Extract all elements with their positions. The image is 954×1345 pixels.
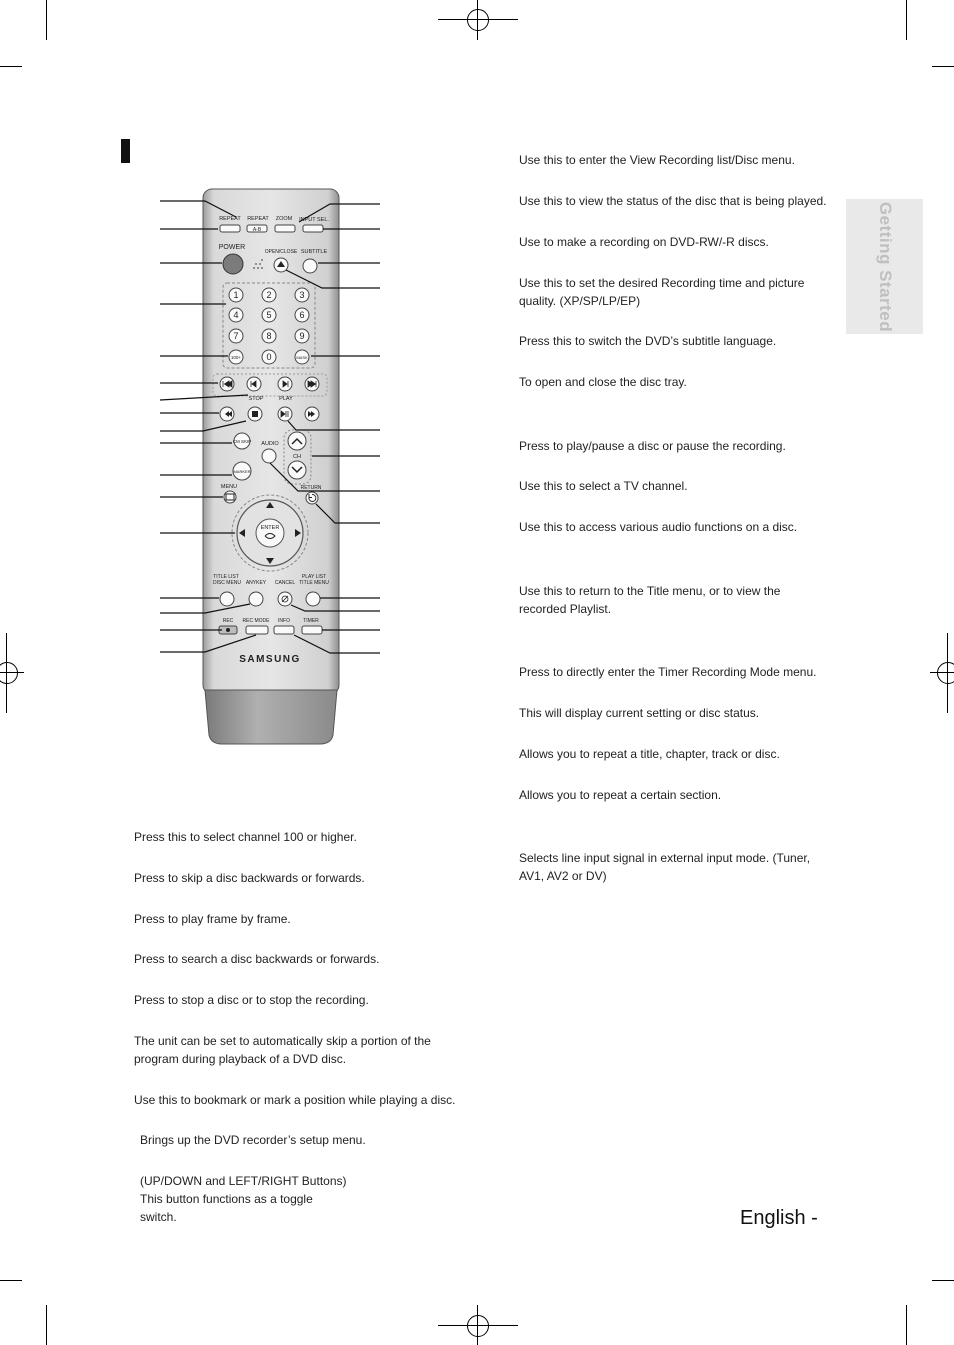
menu-label: MENU — [220, 484, 238, 490]
desc-subtitle: Press this to switch the DVD’s subtitle language. — [519, 334, 777, 348]
enter-button[interactable] — [256, 519, 284, 547]
digit-1-label: 1 — [233, 290, 239, 300]
marker-label: MARKER — [233, 469, 251, 474]
title-list-button[interactable] — [220, 592, 234, 606]
digit-5-label: 5 — [266, 310, 272, 320]
power-button[interactable] — [223, 254, 243, 274]
desc-channel: Use this to select a TV channel. — [519, 479, 688, 493]
zoom-label: ZOOM — [275, 216, 293, 222]
rec-label: REC — [222, 618, 234, 624]
ch-label: CH — [293, 454, 301, 460]
audio-label: AUDIO — [261, 441, 279, 447]
desc-repeat: Allows you to repeat a title, chapter, track or disc. — [519, 747, 780, 761]
desc-repeat-ab: Allows you to repeat a certain section. — [519, 788, 722, 802]
crop-mark — [932, 1280, 954, 1281]
desc-open-close: To open and close the disc tray. — [519, 375, 687, 389]
play-label: PLAY — [279, 396, 293, 402]
mask-label: MASK — [296, 355, 308, 360]
play-list-button[interactable] — [306, 592, 320, 606]
desc-menu: Brings up the DVD recorder’s setup menu. — [140, 1133, 366, 1147]
zoom-button[interactable] — [275, 225, 295, 232]
desc-timer: Press to directly enter the Timer Recording Mode menu. — [519, 665, 817, 679]
digit-7-label: 7 — [233, 331, 239, 341]
ch-up-button[interactable] — [288, 432, 306, 450]
digit-0-label: 0 — [266, 352, 272, 362]
remote-bottom — [205, 690, 337, 744]
digit-3-label: 3 — [299, 290, 305, 300]
desc-title-list: Use this to enter the View Recording list/Disc menu. — [519, 153, 795, 167]
desc-search: Press to search a disc backwards or forwards. — [134, 952, 380, 966]
section-tab-label: Getting Started — [875, 201, 895, 332]
ab-label: A-B — [252, 227, 262, 233]
rec-icon — [226, 628, 230, 632]
input-sel-label: INPUT SEL. — [299, 217, 329, 223]
play-list-label: PLAY LIST — [301, 574, 327, 580]
crop-mark — [0, 1280, 22, 1281]
desc-key-100: Press this to select channel 100 or higher. — [134, 830, 357, 844]
cm-skip-label: CM SKIP — [232, 439, 252, 444]
info-label: INFO — [278, 618, 290, 624]
title-list-label: TITLE LIST — [213, 574, 239, 580]
crop-mark — [906, 1305, 907, 1345]
desc-skip: Press to skip a disc backwards or forwards. — [134, 871, 365, 885]
digit-6-label: 6 — [299, 310, 305, 320]
digit-4-label: 4 — [233, 310, 239, 320]
desc-step: Press to play frame by frame. — [134, 912, 291, 926]
desc-audio: Use this to access various audio functions on a disc. — [519, 520, 798, 534]
desc-return: Use this to return to the Title menu, or to view the recorded Playlist. — [519, 584, 781, 616]
repeat-label: REPEAT — [219, 216, 241, 222]
digit-9-label: 9 — [299, 331, 305, 341]
stop-label: STOP — [248, 396, 264, 402]
anykey-label: ANYKEY — [245, 580, 267, 586]
desc-marker: Use this to bookmark or mark a position while playing a disc. — [134, 1093, 456, 1107]
enter-label: ENTER — [260, 525, 280, 531]
desc-nav-buttons: (UP/DOWN and LEFT/RIGHT Buttons) This button functions as a toggle switch. — [140, 1174, 347, 1224]
desc-rec-mode: Use this to set the desired Recording time and picture quality. (XP/SP/LP/EP) — [519, 276, 805, 308]
stop-icon — [252, 411, 258, 417]
title-menu-label: TITLE MENU — [299, 580, 329, 586]
desc-play-pause: Press to play/pause a disc or pause the recording. — [519, 439, 786, 453]
audio-button[interactable] — [262, 449, 276, 463]
return-label: RETURN — [300, 485, 322, 491]
crop-mark — [46, 1305, 47, 1345]
desc-info: Use this to view the status of the disc that is being played. — [519, 194, 827, 208]
key-100-label: 100+ — [230, 355, 242, 360]
page-footer: English - — [740, 1207, 818, 1229]
desc-info-display: This will display current setting or disc status. — [519, 706, 760, 720]
info-button[interactable] — [274, 626, 294, 634]
timer-button[interactable] — [302, 626, 322, 634]
registration-mark — [467, 1315, 489, 1337]
cancel-label: CANCEL — [274, 580, 296, 586]
subtitle-button[interactable] — [303, 259, 317, 273]
desc-stop: Press to stop a disc or to stop the recording. — [134, 993, 369, 1007]
desc-rec: Use to make a recording on DVD-RW/-R discs. — [519, 235, 769, 249]
repeat-button[interactable] — [220, 225, 240, 232]
power-label: POWER — [218, 244, 246, 251]
anykey-button[interactable] — [249, 592, 263, 606]
subtitle-label: SUBTITLE — [300, 249, 328, 255]
desc-input-sel: Selects line input signal in external input mode. (Tuner, AV1, AV2 or DV) — [519, 851, 811, 883]
digit-8-label: 8 — [266, 331, 272, 341]
rec-mode-label: REC MODE — [242, 618, 270, 624]
desc-cm-skip: The unit can be set to automatically skip a portion of the program during playback of a DVD disc. — [134, 1034, 431, 1066]
disc-menu-label: DISC MENU — [212, 580, 242, 586]
repeat-ab-label: REPEAT — [247, 216, 269, 222]
input-sel-button[interactable] — [303, 225, 323, 232]
digit-2-label: 2 — [266, 290, 272, 300]
timer-label: TIMER — [303, 618, 319, 624]
rec-mode-button[interactable] — [246, 626, 268, 634]
samsung-logo: SAMSUNG — [239, 654, 301, 665]
open-close-label: OPEN/CLOSE — [264, 249, 298, 255]
ch-down-button[interactable] — [288, 461, 306, 479]
